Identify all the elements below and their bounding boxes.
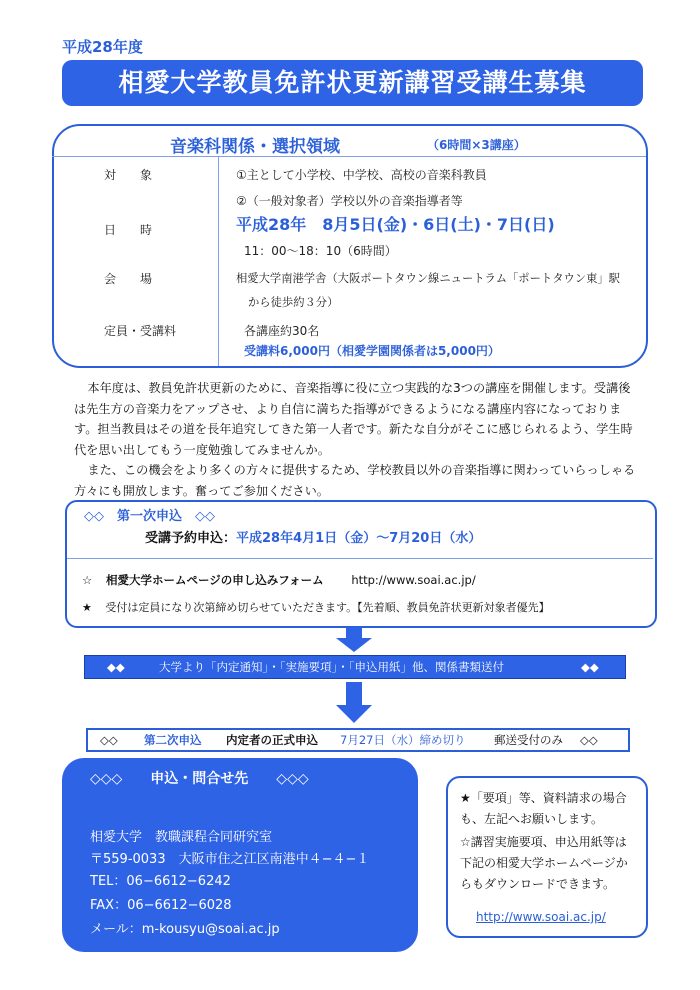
star-outline-icon: ☆ (82, 573, 93, 587)
contact-tel: TEL：06−6612−6242 (90, 874, 231, 889)
intro-text-2: また、この機会をより多くの方々に提供するため、学校教員以外の音楽指導に関わっていらっしゃる方々にも開放します。奮ってご参加ください。 (74, 463, 636, 498)
first-application-title: ◇◇ 第一次申込 ◇◇ (84, 509, 215, 524)
intro-paragraph (74, 378, 640, 501)
target-label: 対 象 (104, 168, 153, 182)
arrow-down-icon (334, 627, 374, 653)
contact-title: ◇◇◇ 申込・問合せ先 ◇◇◇ (90, 771, 309, 787)
target-value-1: ①主として小学校、中学校、高校の音楽科教員 (236, 168, 487, 182)
diamond-icon: ◆◆ (107, 660, 125, 674)
second-application-bar (86, 728, 630, 752)
diamond-outline-icon: ◇◇ (100, 733, 118, 747)
date-label: 日 時 (104, 223, 153, 237)
deadline-text: 受付は定員になり次第締め切らせていただきます。【先着順、教員免許状更新対象者優先】 (105, 601, 550, 614)
divider (52, 156, 646, 157)
venue-label: 会 場 (104, 272, 153, 286)
date-main: 平成28年 8月5日(金)・6日(土)・7日(日) (236, 215, 555, 234)
contact-mail[interactable]: メール：m-kousyu@soai.ac.jp (90, 922, 280, 937)
website-link[interactable]: http://www.soai.ac.jp/ (351, 573, 476, 587)
divider (67, 558, 653, 559)
contact-fax: FAX：06−6612−6028 (90, 898, 232, 913)
venue-value-2: から徒歩約３分） (248, 296, 339, 309)
venue-value-1: 相愛大学南港学舎（大阪ポートタウン線ニュートラム「ポートタウン東」駅 (236, 272, 620, 285)
note-line-1: ★「要項」等、資料請求の場合も、左記へお願いします。 (460, 791, 627, 826)
arrow-down-icon (334, 682, 374, 724)
fee-value-2: 受講料6,000円（相愛学園関係者は5,000円） (244, 344, 500, 358)
period-value: 平成28年4月1日（金）〜7月20日（水） (236, 531, 482, 546)
info-title: 音楽科関係・選択領域 (170, 137, 340, 157)
second-application-date: 7月27日（水）締め切り (340, 733, 466, 747)
diamond-icon: ◆◆ (581, 660, 599, 674)
fee-label: 定員・受講料 (104, 324, 177, 338)
date-time: 11：00〜18：10（6時間） (244, 244, 397, 258)
web-form-text: 相愛大学ホームページの申し込みフォーム (105, 573, 324, 587)
second-application-text: 内定者の正式申込 (226, 733, 318, 747)
note-box (446, 776, 648, 938)
note-line-2: ☆講習実施要項、申込用紙等は下記の相愛大学ホームページからもダウンロードできます。 (460, 835, 628, 891)
fee-value-1: 各講座約30名 (244, 324, 320, 338)
period-label: 受講予約申込： (145, 531, 237, 546)
divider (218, 156, 219, 366)
page-title: 相愛大学教員免許状更新講習受講生募集 (62, 60, 643, 106)
second-application-title: 第二次申込 (144, 733, 202, 747)
website-link[interactable]: http://www.soai.ac.jp/ (476, 910, 606, 924)
mail-only-text: 郵送受付のみ (494, 733, 563, 747)
contact-address: 〒559-0033 大阪市住之江区南港中４−４−１ (90, 852, 370, 867)
notification-bar (84, 655, 626, 679)
star-filled-icon: ★ (82, 601, 92, 614)
notification-text: 大学より「内定通知」・「実施要項」・「申込用紙」他、関係書類送付 (159, 660, 504, 674)
intro-text-1: 本年度は、教員免許状更新のために、音楽指導に役に立つ実践的な3つの講座を開催します。受講後は先生方の音楽力をアップさせ、より自信に満ちた指導ができるようになる講座内容になっております。担当教員はその道を長年追究してきた第一人者です。新たな自分がそこに感じられるよう、学生時代を思い出してもう一度勉強してみませんか。 (74, 381, 633, 457)
year-label: 平成28年度 (62, 38, 143, 56)
web-form-row (82, 572, 476, 588)
diamond-outline-icon: ◇◇ (580, 733, 598, 747)
first-application-period (145, 527, 481, 546)
deadline-row (82, 599, 550, 615)
contact-box (62, 758, 418, 952)
info-subtitle: （6時間×3講座） (427, 138, 526, 152)
contact-org: 相愛大学 教職課程合同研究室 (90, 830, 273, 845)
target-value-2: ②（一般対象者）学校以外の音楽指導者等 (236, 194, 463, 208)
